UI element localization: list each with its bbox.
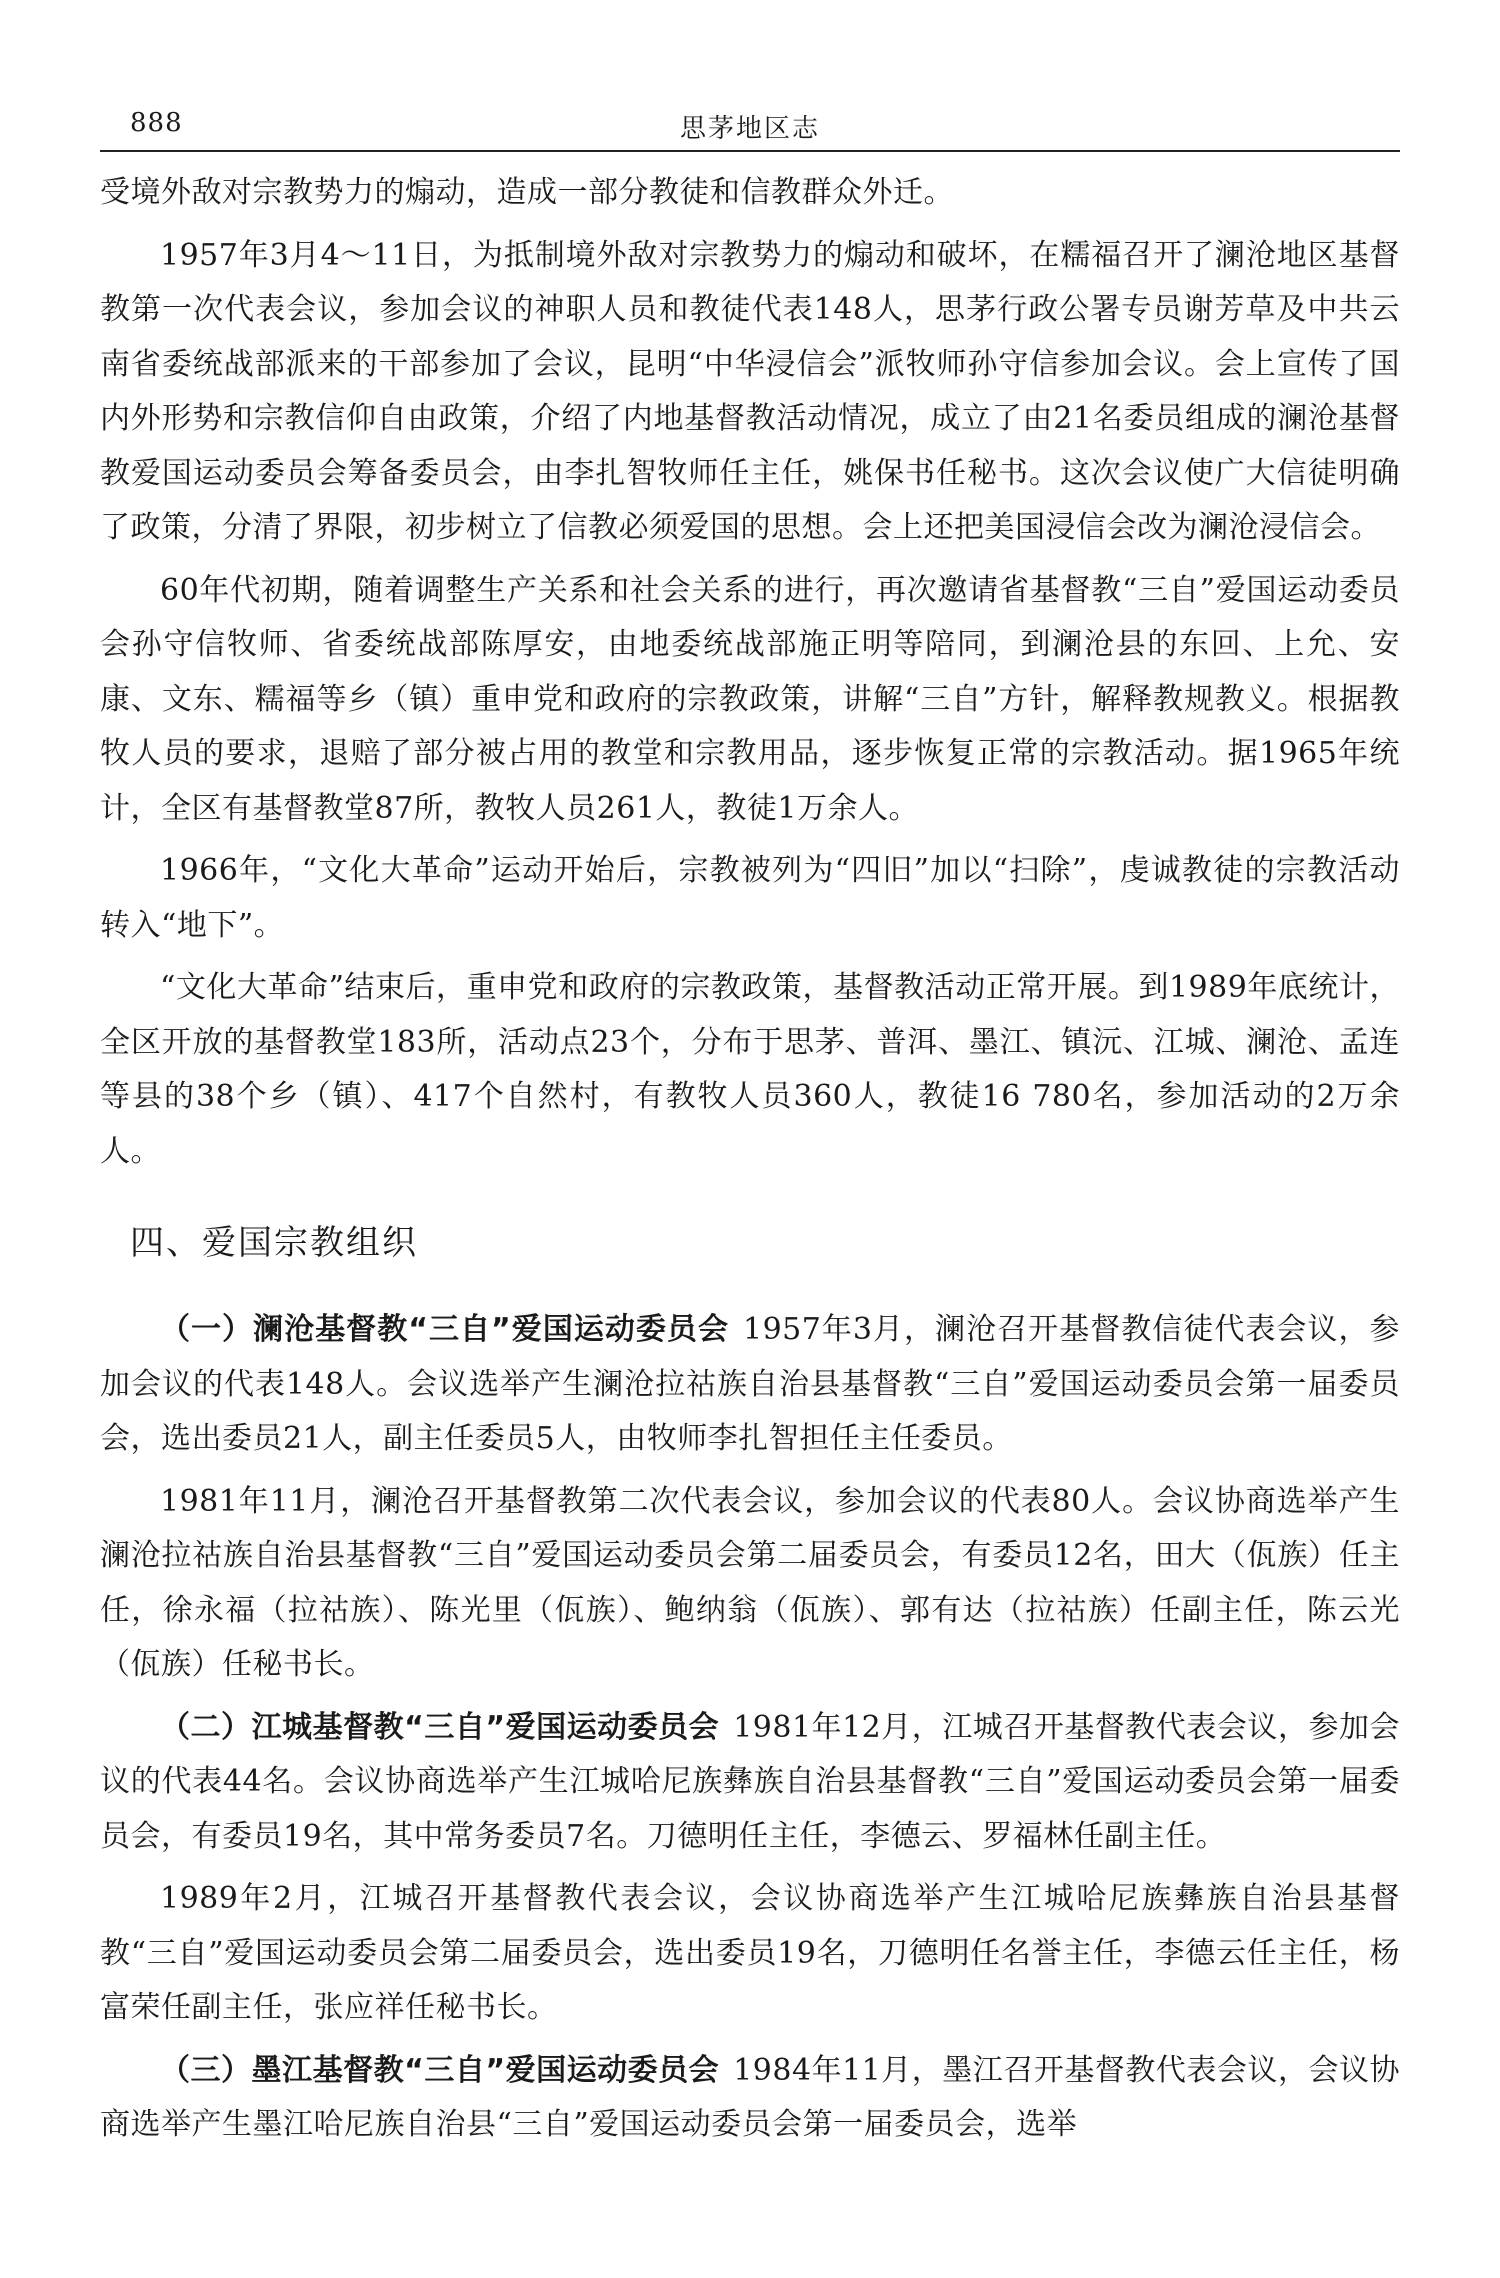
subsection-text: 1984年11月，墨江召开基督教代表会议，会议协商选举产生墨江哈尼族自治县“三自”爱国运动委员会第一届委员会，选举 (100, 2052, 1400, 2142)
paragraph: “文化大革命”结束后，重申党和政府的宗教政策，基督教活动正常开展。到1989年底统计，全区开放的基督教堂183所，活动点23个，分布于思茅、普洱、墨江、镇沅、江城、澜沧、孟连等县的38个乡（镇）、417个自然村，有教牧人员360人，教徒16 780名，参加活动的2万余人。 (100, 970, 1400, 1169)
book-title: 思茅地区志 (679, 114, 820, 144)
book-page (100, 100, 1400, 2240)
paragraph: 60年代初期，随着调整生产关系和社会关系的进行，再次邀请省基督教“三自”爱国运动委员会孙守信牧师、省委统战部陈厚安，由地委统战部施正明等陪同，到澜沧县的东回、上允、安康、文东、糯福等乡（镇）重申党和政府的宗教政策，讲解“三自”方针，解释教规教义。根据教牧人员的要求，退赔了部分被占用的教堂和宗教用品，逐步恢复正常的宗教活动。据1965年统计，全区有基督教堂87所，教牧人员261人，教徒1万余人。 (100, 572, 1400, 826)
subsection-heading: （二）江城基督教“三自”爱国运动委员会 (160, 1709, 720, 1745)
paragraph: 受境外敌对宗教势力的煽动，造成一部分教徒和信教群众外迁。 (100, 175, 954, 210)
subsection-heading: （三）墨江基督教“三自”爱国运动委员会 (160, 2052, 720, 2088)
section-heading: 四、爱国宗教组织 (130, 1223, 418, 1263)
subsection-text: 1957年3月，澜沧召开基督教信徒代表会议，参加会议的代表148人。会议选举产生澜沧拉祜族自治县基督教“三自”爱国运动委员会第一届委员会，选出委员21人，副主任委员5人，由牧师李扎智担任主任委员。 (100, 1312, 1400, 1456)
subsection-heading: （一）澜沧基督教“三自”爱国运动委员会 (160, 1312, 729, 1347)
paragraph: 1957年3月4～11日，为抵制境外敌对宗教势力的煽动和破坏，在糯福召开了澜沧地区基督教第一次代表会议，参加会议的神职人员和教徒代表148人，思茅行政公署专员谢芳草及中共云南省委统战部派来的干部参加了会议，昆明“中华浸信会”派牧师孙守信参加会议。会上宣传了国内外形势和宗教信仰自由政策，介绍了内地基督教活动情况，成立了由21名委员组成的澜沧基督教爱国运动委员会筹备委员会，由李扎智牧师任主任，姚保书任秘书。这次会议使广大信徒明确了政策，分清了界限，初步树立了信教必须爱国的思想。会上还把美国浸信会改为澜沧浸信会。 (100, 237, 1400, 545)
paragraph: 1981年11月，澜沧召开基督教第二次代表会议，参加会议的代表80人。会议协商选举产生澜沧拉祜族自治县基督教“三自”爱国运动委员会第二届委员会，有委员12名，田大（佤族）任主任，徐永福（拉祜族）、陈光里（佤族）、鲍纳翁（佤族）、郭有达（拉祜族）任副主任，陈云光（佤族）任秘书长。 (100, 1483, 1400, 1682)
subsection-paragraph (100, 1303, 1400, 1467)
page-body (100, 166, 1400, 2153)
subsection-paragraph (100, 2044, 1400, 2153)
subsection-text: 1981年12月，江城召开基督教代表会议，参加会议的代表44名。会议协商选举产生江城哈尼族彝族自治县基督教“三自”爱国运动委员会第一届委员会，有委员19名，其中常务委员7名。刀德明任主任，李德云、罗福林任副主任。 (100, 1709, 1400, 1854)
paragraph: 1966年，“文化大革命”运动开始后，宗教被列为“四旧”加以“扫除”，虔诚教徒的宗教活动转入“地下”。 (100, 853, 1400, 943)
page-number: 888 (130, 108, 183, 138)
paragraph: 1989年2月，江城召开基督教代表会议，会议协商选举产生江城哈尼族彝族自治县基督教“三自”爱国运动委员会第二届委员会，选出委员19名，刀德明任名誉主任，李德云任主任，杨富荣任副主任，张应祥任秘书长。 (100, 1881, 1400, 2025)
running-header (100, 100, 1400, 152)
subsection-paragraph (100, 1701, 1400, 1865)
